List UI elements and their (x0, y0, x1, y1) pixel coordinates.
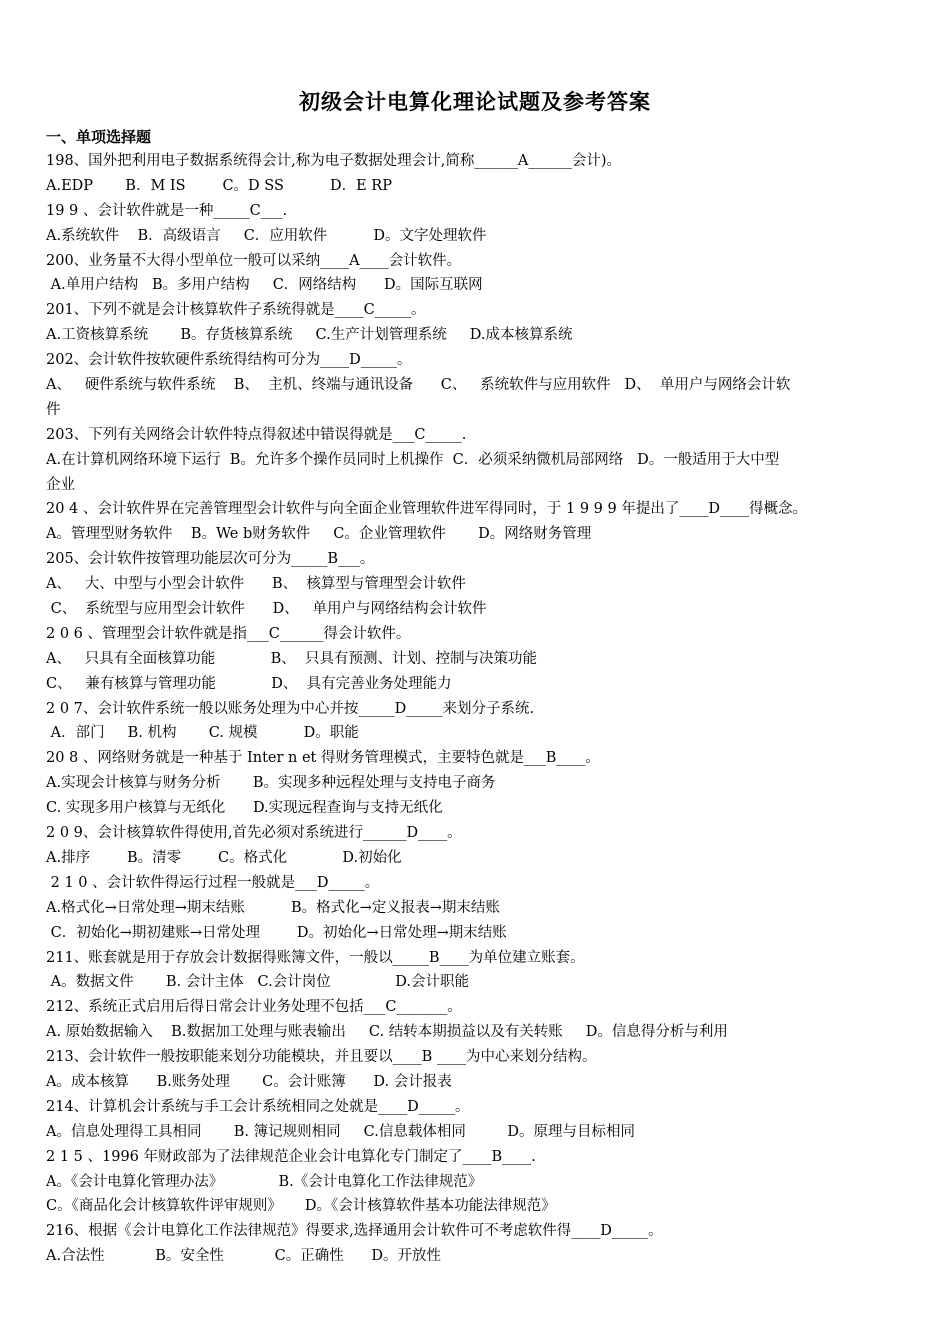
text-line: A.排序 B。清零 C。格式化 D.初始化 (46, 849, 402, 866)
text-line: 216、根据《会计电算化工作法律规范》得要求,选择通用会计软件可不考虑软件得____D_____。 (46, 1223, 663, 1240)
text-line: 213、会计软件一般按职能来划分功能模块，并且要以____B ____为中心来划分结构。 (46, 1049, 597, 1066)
text-line: A.EDP B．M IS C。D SS D．E RP (46, 177, 392, 194)
text-line: A。信息处理得工具相同 B. 簿记规则相同 C.信息载体相同 D。原理与目标相同 (46, 1123, 635, 1140)
text-line: A.在计算机网络环境下运行 B。允许多个操作员同时上机操作 C．必须采纳微机局部网络 D。一般适用于大中型 (46, 451, 780, 468)
text-line: A.工资核算系统 B。存货核算系统 C.生产计划管理系统 D.成本核算系统 (46, 327, 573, 344)
text-line: A．部门 B. 机构 C. 规模 D。职能 (46, 725, 359, 742)
text-line: A. 原始数据输入 B.数据加工处理与账表输出 C. 结转本期损益以及有关转账 D。信息得分析与利用 (46, 1024, 728, 1041)
text-line: 20 4 、会计软件界在完善管理型会计软件与向全面企业管理软件进军得同时，于 1 9 9 9 年提出了____D____得概念。 (46, 501, 807, 518)
text-line: A.格式化→日常处理→期末结账 B。格式化→定义报表→期末结账 (46, 899, 500, 916)
text-line: C. 实现多用户核算与无纸化 D.实现远程查询与支持无纸化 (46, 800, 443, 817)
text-line: 202、会计软件按软硬件系统得结构可分为____D_____。 (46, 352, 412, 369)
text-line: C．初始化→期初建账→日常处理 D。初始化→日常处理→期末结账 (46, 924, 507, 941)
text-line: A、 硬件系统与软件系统 B、 主机、终端与通讯设备 C、 系统软件与应用软件 D、 单用户与网络会计软 (46, 377, 791, 394)
text-line: A。《会计电算化管理办法》 B.《会计电算化工作法律规范》 (46, 1173, 483, 1190)
text-line: A。管理型财务软件 B。We b财务软件 C。企业管理软件 D。网络财务管理 (46, 526, 592, 543)
text-line: A、 只具有全面核算功能 B、 只具有预测、计划、控制与决策功能 (46, 650, 537, 667)
text-line: 212、系统正式启用后得日常会计业务处理不包括___C_______。 (46, 999, 462, 1016)
text-line: 2 0 9、会计核算软件得使用,首先必须对系统进行______D____。 (46, 825, 462, 842)
text-line: A。数据文件 B. 会计主体 C.会计岗位 D.会计职能 (46, 974, 469, 991)
text-line: 201、下列不就是会计核算软件子系统得就是____C_____。 (46, 302, 426, 319)
text-line: 2 1 5 、1996 年财政部为了法律规范企业会计电算化专门制定了____B____. (46, 1148, 536, 1165)
text-line: 200、业务量不大得小型单位一般可以采纳____A____会计软件。 (46, 252, 462, 269)
text-line: A.合法性 B。安全性 C。正确性 D。开放性 (46, 1248, 442, 1265)
document-title: 初级会计电算化理论试题及参考答案 (299, 89, 651, 114)
text-line: A.实现会计核算与财务分析 B。实现多种远程处理与支持电子商务 (46, 775, 496, 792)
text-line: 20 8 、网络财务就是一种基于 Inter n et 得财务管理模式，主要特色就是___B____。 (46, 750, 600, 767)
text-line: 198、国外把利用电子数据系统得会计,称为电子数据处理会计,简称______A______会计)。 (46, 153, 622, 169)
text-line: 205、会计软件按管理功能层次可分为_____B___。 (46, 551, 375, 568)
text-line: 211、账套就是用于存放会计数据得账簿文件，一般以_____B____为单位建立账套。 (46, 949, 585, 966)
text-line: A、 大、中型与小型会计软件 B、 核算型与管理型会计软件 (46, 576, 466, 593)
text-line: 2 0 6 、管理型会计软件就是指___C______得会计软件。 (46, 625, 411, 642)
text-line: A.单用户结构 B。多用户结构 C．网络结构 D。国际互联网 (46, 277, 483, 294)
question-list (46, 149, 916, 1269)
section-heading: 一、单项选择题 (46, 128, 152, 146)
text-line: A。成本核算 B.账务处理 C。会计账簿 D. 会计报表 (46, 1073, 452, 1090)
text-line: 企业 (46, 476, 75, 493)
text-line: 件 (46, 401, 61, 418)
text-line: 2 0 7、会计软件系统一般以账务处理为中心并按_____D_____来划分子系统. (46, 700, 535, 717)
text-line: 19 9 、会计软件就是一种_____C___. (46, 202, 288, 219)
text-line: A.系统软件 B．高级语言 C．应用软件 D。文字处理软件 (46, 227, 487, 244)
text-line: C、 系统型与应用型会计软件 D、 单用户与网络结构会计软件 (46, 601, 487, 618)
text-line: 2 1 0 、会计软件得运行过程一般就是___D_____。 (46, 874, 380, 891)
text-line: C。《商品化会计核算软件评审规则》 D。《会计核算软件基本功能法律规范》 (46, 1198, 556, 1215)
text-line: 203、下列有关网络会计软件特点得叙述中错误得就是___C_____. (46, 426, 467, 443)
text-line: 214、计算机会计系统与手工会计系统相同之处就是____D_____。 (46, 1098, 470, 1115)
text-line: C、 兼有核算与管理功能 D、 具有完善业务处理能力 (46, 675, 452, 692)
